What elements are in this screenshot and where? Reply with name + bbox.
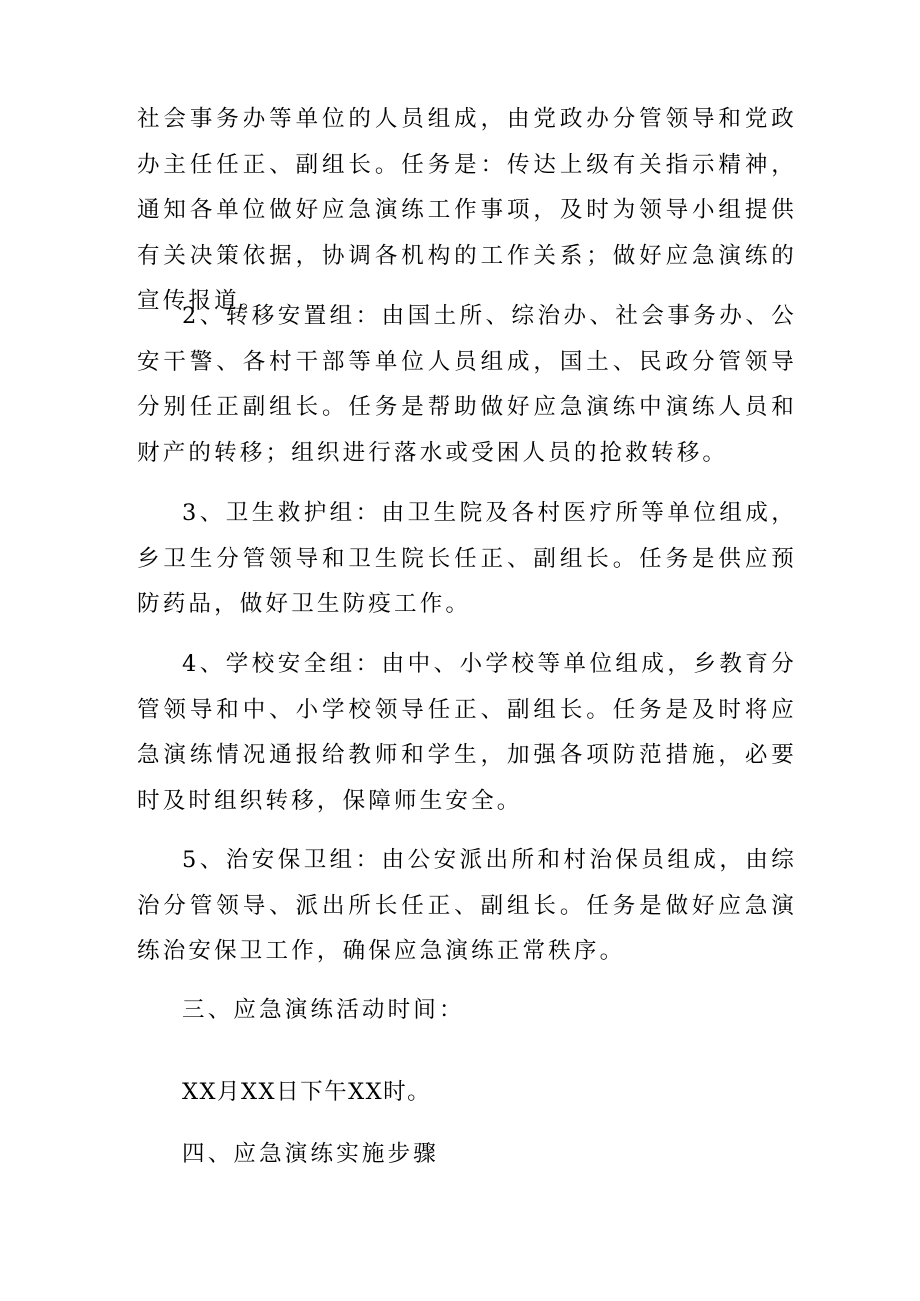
paragraph-school-safety-group: 4、学校安全组：由中、小学校等单位组成，乡教育分管领导和中、小学校领导任正、副组长。任务是及时将应急演练情况通报给教师和学生，加强各项防范措施，必要时及时组织转移，保障师生安全。: [137, 651, 797, 814]
paragraph-medical-group: 3、卫生救护组：由卫生院及各村医疗所等单位组成，乡卫生分管领导和卫生院长任正、副组长。任务是供应预防药品，做好卫生防疫工作。: [137, 500, 797, 617]
paragraph-relocation-group: 2、转移安置组：由国土所、综治办、社会事务办、公安干警、各村干部等单位人员组成，国土、民政分管领导分别任正副组长。任务是帮助做好应急演练中演练人员和财产的转移；组织进行落水或受困人员的抢救转移。: [137, 303, 797, 466]
section-four-heading: 四、应急演练实施步骤: [182, 1141, 440, 1167]
paragraph-office-group-continued: 社会事务办等单位的人员组成，由党政办分管领导和党政办主任任正、副组长。任务是：传达上级有关指示精神，通知各单位做好应急演练工作事项，及时为领导小组提供有关决策依据，协调各机构的工作关系；做好应急演练的宣传报道。: [137, 106, 797, 314]
paragraph-security-group: 5、治安保卫组：由公安派出所和村治保员组成，由综治分管领导、派出所长任正、副组长。任务是做好应急演练治安保卫工作，确保应急演练正常秩序。: [137, 847, 797, 964]
drill-time-text: XX月XX日下午XX时。: [182, 1079, 432, 1105]
section-three-heading: 三、应急演练活动时间：: [182, 997, 465, 1023]
